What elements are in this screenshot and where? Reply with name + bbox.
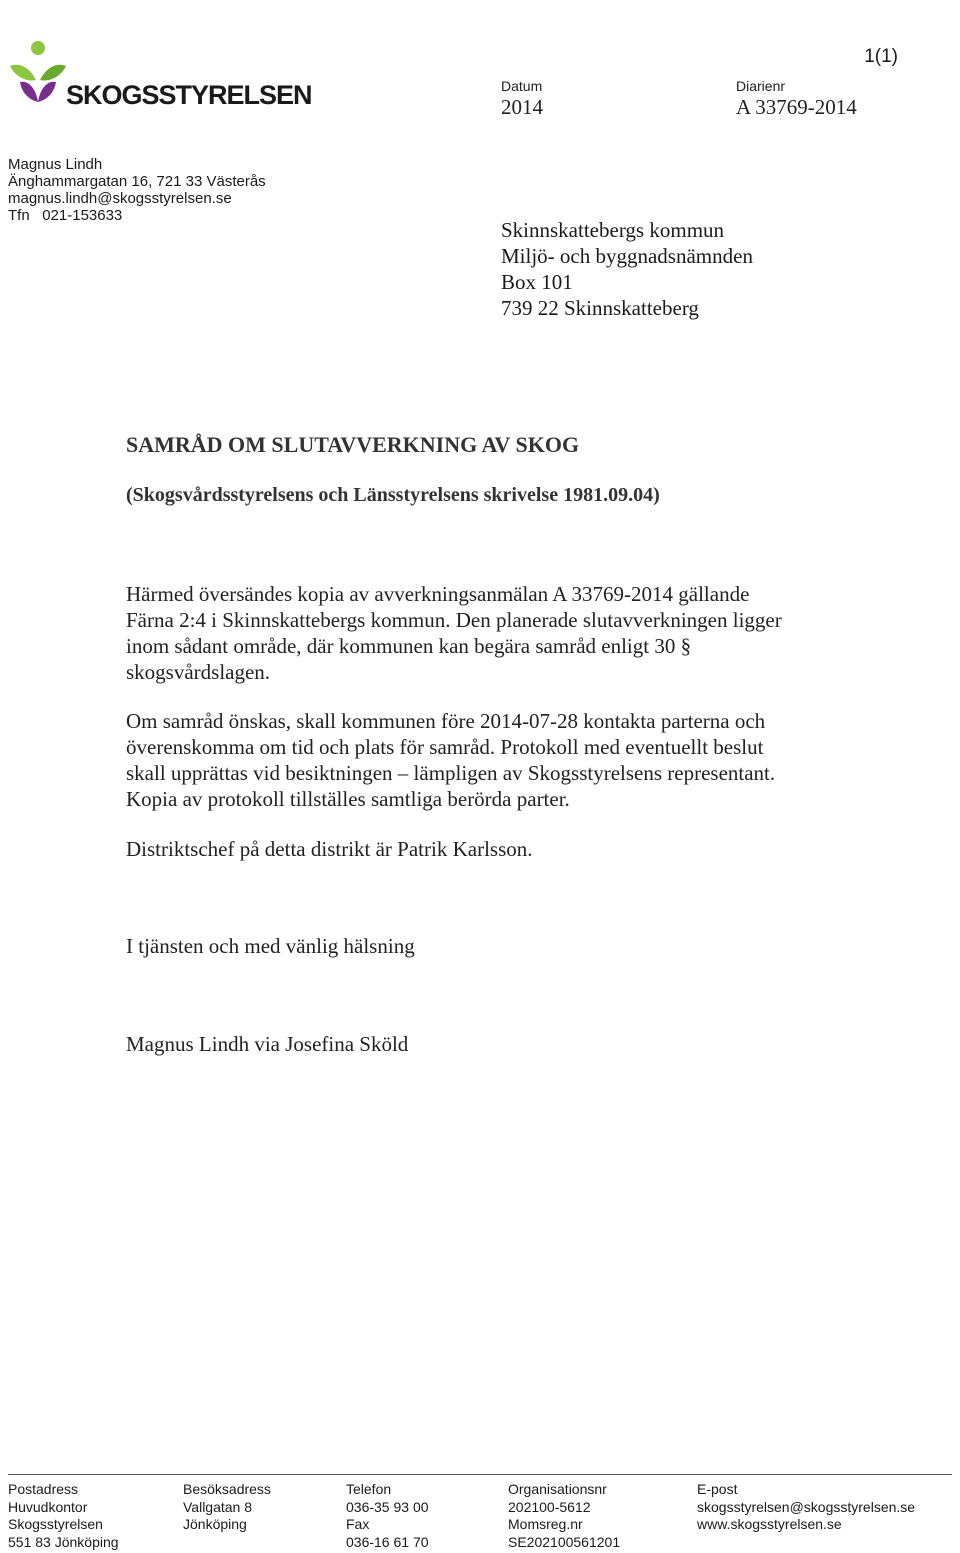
page-number: 1(1) [864,46,898,67]
document-subtitle: (Skogsvårdsstyrelsens och Länsstyrelsens skrivelse 1981.09.04) [126,484,660,506]
footer-value: Vallgatan 8 [183,1498,253,1515]
footer-value: Momsreg.nr [508,1516,583,1532]
footer-website-link[interactable]: www.skogsstyrelsen.se [697,1516,842,1532]
sender-email: magnus.lindh@skogsstyrelsen.se [8,190,232,207]
paragraph-line: Om samråd önskas, skall kommunen före 2014-07-28 kontakta parterna och [126,709,766,733]
paragraph-line: Härmed översändes kopia av avverkningsanmälan A 33769-2014 gällande [126,582,750,606]
paragraph-line: Kopia av protokoll tillställes samtliga berörda parter. [126,787,570,811]
footer-telefon [346,1481,429,1551]
paragraph-3: Distriktschef på detta distrikt är Patrik Karlsson. [126,837,533,861]
sender-block [8,156,266,224]
footer-label: Postadress [8,1481,79,1497]
ref-label: Diarienr [736,78,786,94]
footer-value: 036-35 93 00 [346,1498,429,1515]
paragraph-line: skogsvårdslagen. [126,660,271,684]
sender-name: Magnus Lindh [8,156,103,173]
footer-value: 551 83 Jönköping [8,1533,119,1550]
footer-value: Huvudkontor [8,1498,88,1515]
paragraph-line: skall upprättas vid besiktningen – lämpligen av Skogsstyrelsens representant. [126,761,776,785]
leaf-logo-icon [6,40,70,106]
paragraph-2 [126,708,886,812]
footer-label: E-post [697,1481,738,1497]
recipient-line-1: Skinnskattebergs kommun [501,218,725,242]
footer-value: 202100-5612 [508,1498,591,1515]
date-value: 2014 [501,95,543,119]
paragraph-line: Färna 2:4 i Skinnskattebergs kommun. Den planerade slutavverkningen ligger [126,608,782,632]
recipient-line-3: Box 101 [501,270,573,294]
sender-phone-row [8,207,266,224]
paragraph-1 [126,581,886,685]
footer-label: Besöksadress [183,1481,271,1497]
footer-organisationsnr [508,1481,620,1551]
footer-value: Skogsstyrelsen [8,1516,103,1532]
footer-value: Fax [346,1516,370,1532]
recipient-block [501,217,753,321]
paragraph-line: överenskomma om tid och plats för samråd. Protokoll med eventuellt beslut [126,735,764,759]
brand-name: SKOGSSTYRELSEN [66,80,312,110]
sender-phone: 021-153633 [42,207,123,224]
footer-label: Telefon [346,1481,392,1497]
signature: Magnus Lindh via Josefina Sköld [126,1032,409,1056]
footer-epost [697,1481,915,1534]
footer-value: Jönköping [183,1516,247,1532]
document-title: SAMRÅD OM SLUTAVVERKNING AV SKOG [126,432,580,457]
recipient-line-4: 739 22 Skinnskatteberg [501,296,699,320]
footer-postadress [8,1481,119,1551]
footer-label: Organisationsnr [508,1481,607,1497]
closing: I tjänsten och med vänlig hälsning [126,934,415,958]
sender-address: Änghammargatan 16, 721 33 Västerås [8,173,266,190]
ref-value: A 33769-2014 [736,95,857,119]
footer-divider [8,1474,952,1475]
date-label: Datum [501,78,543,94]
recipient-line-2: Miljö- och byggnadsnämnden [501,244,753,268]
footer-value: 036-16 61 70 [346,1533,429,1550]
footer-value: SE202100561201 [508,1533,621,1550]
paragraph-line: inom sådant område, där kommunen kan begära samråd enligt 30 § [126,634,692,658]
footer-besoksadress [183,1481,271,1534]
sender-phone-label: Tfn [8,207,30,224]
footer-email-link[interactable]: skogsstyrelsen@skogsstyrelsen.se [697,1498,916,1515]
